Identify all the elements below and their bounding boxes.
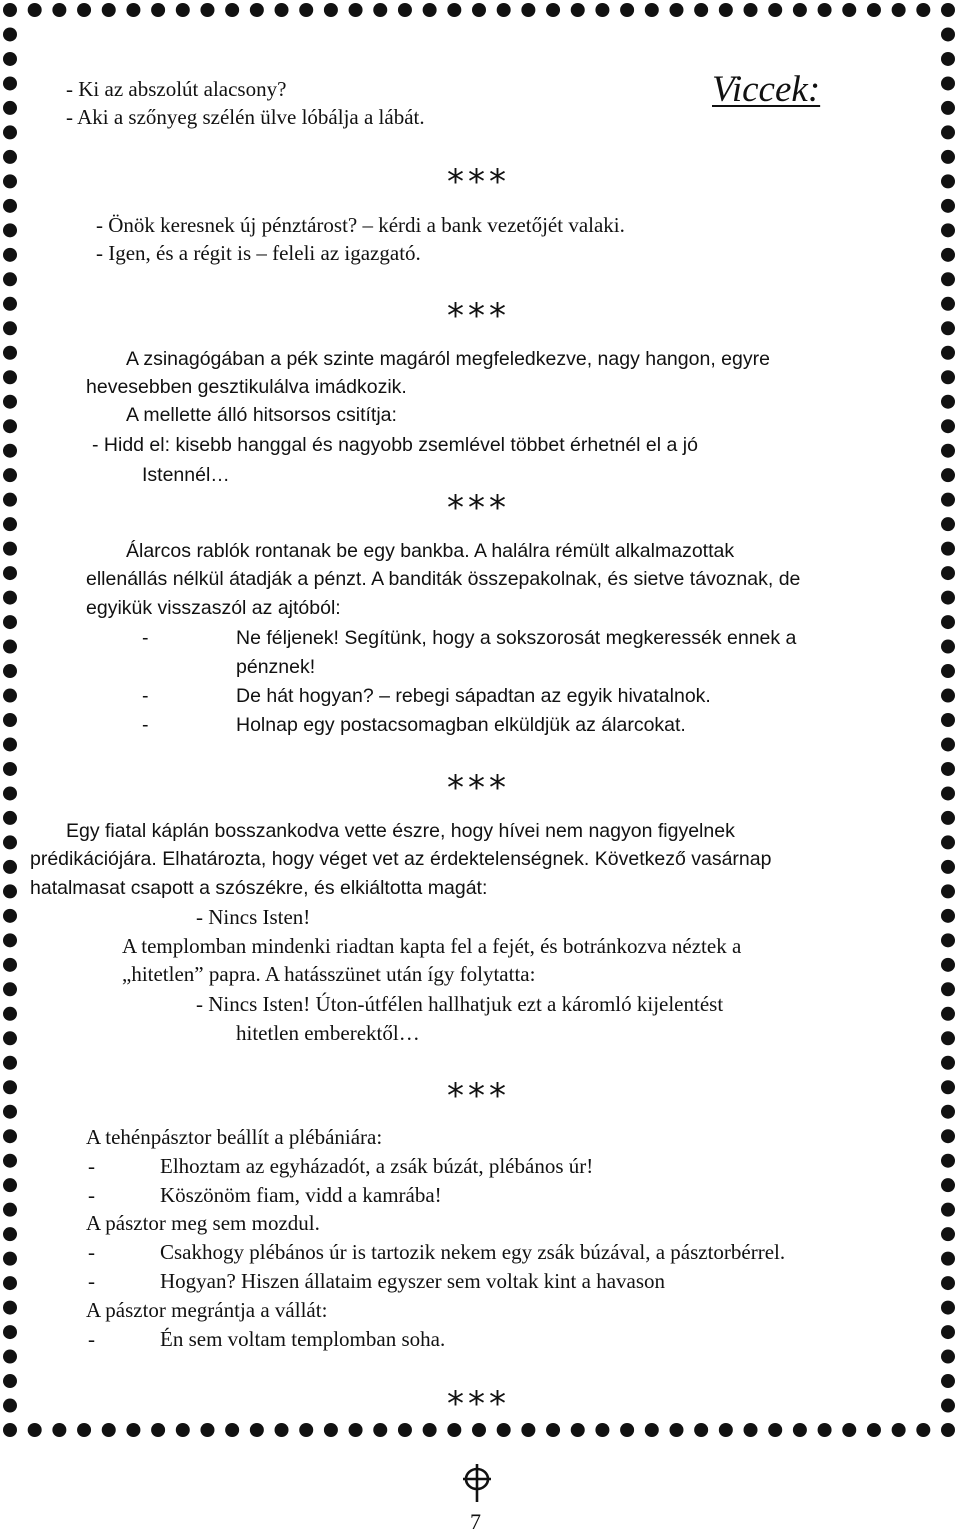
cross-in-circle-icon bbox=[460, 1463, 494, 1503]
joke4-line: Ne féljenek! Segítünk, hogy a sokszorosát megkeressék ennek a bbox=[236, 627, 797, 649]
page-number: 7 bbox=[470, 1509, 481, 1534]
joke4-line: pénznek! bbox=[236, 656, 316, 678]
joke5-line: - Nincs Isten! bbox=[196, 905, 311, 929]
joke6-line: Csakhogy plébános úr is tartozik nekem egy zsák búzával, a pásztorbérrel. bbox=[160, 1240, 786, 1264]
joke4-dash: - bbox=[142, 685, 149, 707]
page-heading: Viccek: bbox=[712, 69, 821, 110]
joke1-line: - Ki az abszolút alacsony? bbox=[66, 77, 287, 101]
separator-stars: *** bbox=[447, 296, 510, 336]
joke5-line: A templomban mindenki riadtan kapta fel a fejét, és botránkozva néztek a bbox=[122, 934, 742, 958]
joke4-line: ellenállás nélkül átadják a pénzt. A banditák összepakolnak, és sietve távoznak, de bbox=[86, 568, 801, 590]
joke6-line: Én sem voltam templomban soha. bbox=[160, 1327, 446, 1351]
joke4-line: Álarcos rablók rontanak be egy bankba. A halálra rémült alkalmazottak bbox=[126, 540, 735, 562]
joke3-line: hevesebben gesztikulálva imádkozik. bbox=[86, 376, 407, 398]
joke4-line: egyikük visszaszól az ajtóból: bbox=[86, 597, 341, 619]
joke6-line: Elhoztam az egyházadót, a zsák búzát, plébános úr! bbox=[160, 1154, 594, 1178]
joke6-dash: - bbox=[88, 1240, 95, 1264]
joke5-line: prédikációjára. Elhatározta, hogy véget vet az érdektelenségnek. Következő vasárnap bbox=[30, 848, 772, 870]
joke6-line: A tehénpásztor beállít a plébániára: bbox=[86, 1125, 383, 1149]
joke4-line: De hát hogyan? – rebegi sápadtan az egyik hivatalnok. bbox=[236, 685, 711, 707]
separator-stars: *** bbox=[447, 1076, 510, 1116]
joke3-line: A mellette álló hitsorsos csitítja: bbox=[126, 404, 397, 426]
joke1-line: - Aki a szőnyeg szélén ülve lóbálja a lábát. bbox=[66, 105, 425, 129]
joke5-line: - Nincs Isten! Úton-útfélen hallhatjuk ezt a káromló kijelentést bbox=[196, 992, 724, 1016]
joke2-line: - Igen, és a régit is – feleli az igazgató. bbox=[96, 241, 421, 265]
joke3-line: A zsinagógában a pék szinte magáról megfeledkezve, nagy hangon, egyre bbox=[126, 348, 770, 370]
separator-stars: *** bbox=[447, 768, 510, 808]
joke6-dash: - bbox=[88, 1183, 95, 1207]
separator-stars: *** bbox=[447, 162, 510, 202]
joke6-line: Hogyan? Hiszen állataim egyszer sem voltak kint a havason bbox=[160, 1269, 666, 1293]
separator-stars: *** bbox=[447, 488, 510, 528]
separator-stars: *** bbox=[447, 1384, 510, 1424]
joke6-line: A pásztor megrántja a vállát: bbox=[86, 1298, 328, 1322]
joke5-line: „hitetlen” papra. A hatásszünet után így folytatta: bbox=[122, 962, 536, 986]
joke2-line: - Önök keresnek új pénztárost? – kérdi a bank vezetőjét valaki. bbox=[96, 213, 625, 237]
joke4-line: Holnap egy postacsomagban elküldjük az álarcokat. bbox=[236, 714, 686, 736]
joke6-line: A pásztor meg sem mozdul. bbox=[86, 1211, 320, 1235]
joke5-line: hitetlen emberektől… bbox=[236, 1021, 420, 1045]
joke4-dash: - bbox=[142, 714, 149, 736]
joke6-dash: - bbox=[88, 1269, 95, 1293]
joke3-line: Istennél… bbox=[142, 464, 230, 486]
joke6-dash: - bbox=[88, 1327, 95, 1351]
joke5-line: hatalmasat csapott a szószékre, és elkiáltotta magát: bbox=[30, 877, 488, 899]
joke6-line: Köszönöm fiam, vidd a kamrába! bbox=[160, 1183, 442, 1207]
joke5-line: Egy fiatal káplán bosszankodva vette észre, hogy hívei nem nagyon figyelnek bbox=[66, 820, 735, 842]
joke6-dash: - bbox=[88, 1154, 95, 1178]
joke3-line: - Hidd el: kisebb hanggal és nagyobb zsemlével többet érhetnél el a jó bbox=[92, 434, 698, 456]
joke4-dash: - bbox=[142, 627, 149, 649]
